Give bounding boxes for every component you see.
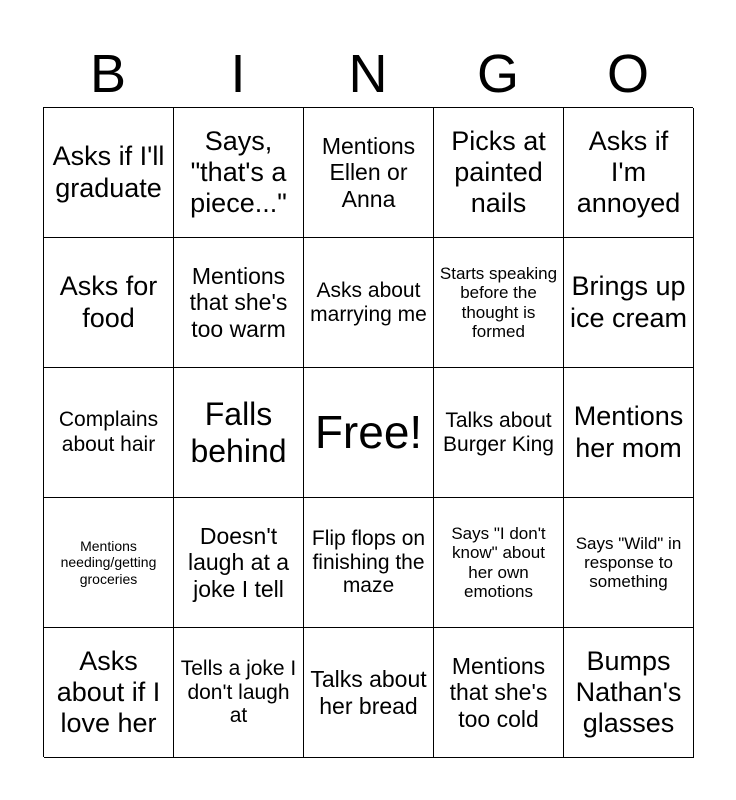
bingo-header — [43, 40, 693, 108]
bingo-cell[interactable]: Says "Wild" in response to something — [564, 498, 694, 628]
free-space[interactable]: Free! — [304, 368, 434, 498]
bingo-cell[interactable]: Mentions her mom — [564, 368, 694, 498]
bingo-cell[interactable]: Talks about Burger King — [434, 368, 564, 498]
bingo-cell[interactable]: Complains about hair — [44, 368, 174, 498]
bingo-cell[interactable]: Says, "that's a piece..." — [174, 108, 304, 238]
bingo-board — [43, 107, 693, 757]
bingo-cell[interactable]: Mentions needing/getting groceries — [44, 498, 174, 628]
bingo-cell[interactable]: Flip flops on finishing the maze — [304, 498, 434, 628]
bingo-cell[interactable]: Bumps Nathan's glasses — [564, 628, 694, 758]
header-letter-i: I — [230, 44, 246, 104]
header-letter-g: G — [476, 44, 519, 104]
bingo-cell[interactable]: Asks about marrying me — [304, 238, 434, 368]
bingo-cell[interactable]: Talks about her bread — [304, 628, 434, 758]
bingo-cell[interactable]: Falls behind — [174, 368, 304, 498]
bingo-cell[interactable]: Asks about if I love her — [44, 628, 174, 758]
bingo-cell[interactable]: Mentions Ellen or Anna — [304, 108, 434, 238]
bingo-cell[interactable]: Starts speaking before the thought is formed — [434, 238, 564, 368]
bingo-cell[interactable]: Asks if I'm annoyed — [564, 108, 694, 238]
bingo-cell[interactable]: Asks if I'll graduate — [44, 108, 174, 238]
header-letter-o: O — [606, 44, 649, 104]
bingo-cell[interactable]: Mentions that she's too cold — [434, 628, 564, 758]
bingo-cell[interactable]: Asks for food — [44, 238, 174, 368]
bingo-cell[interactable]: Brings up ice cream — [564, 238, 694, 368]
header-letter-b: B — [89, 44, 127, 104]
bingo-cell[interactable]: Mentions that she's too warm — [174, 238, 304, 368]
bingo-cell[interactable]: Doesn't laugh at a joke I tell — [174, 498, 304, 628]
bingo-cell[interactable]: Says "I don't know" about her own emotions — [434, 498, 564, 628]
bingo-cell[interactable]: Picks at painted nails — [434, 108, 564, 238]
bingo-cell[interactable]: Tells a joke I don't laugh at — [174, 628, 304, 758]
header-letter-n: N — [348, 44, 388, 104]
